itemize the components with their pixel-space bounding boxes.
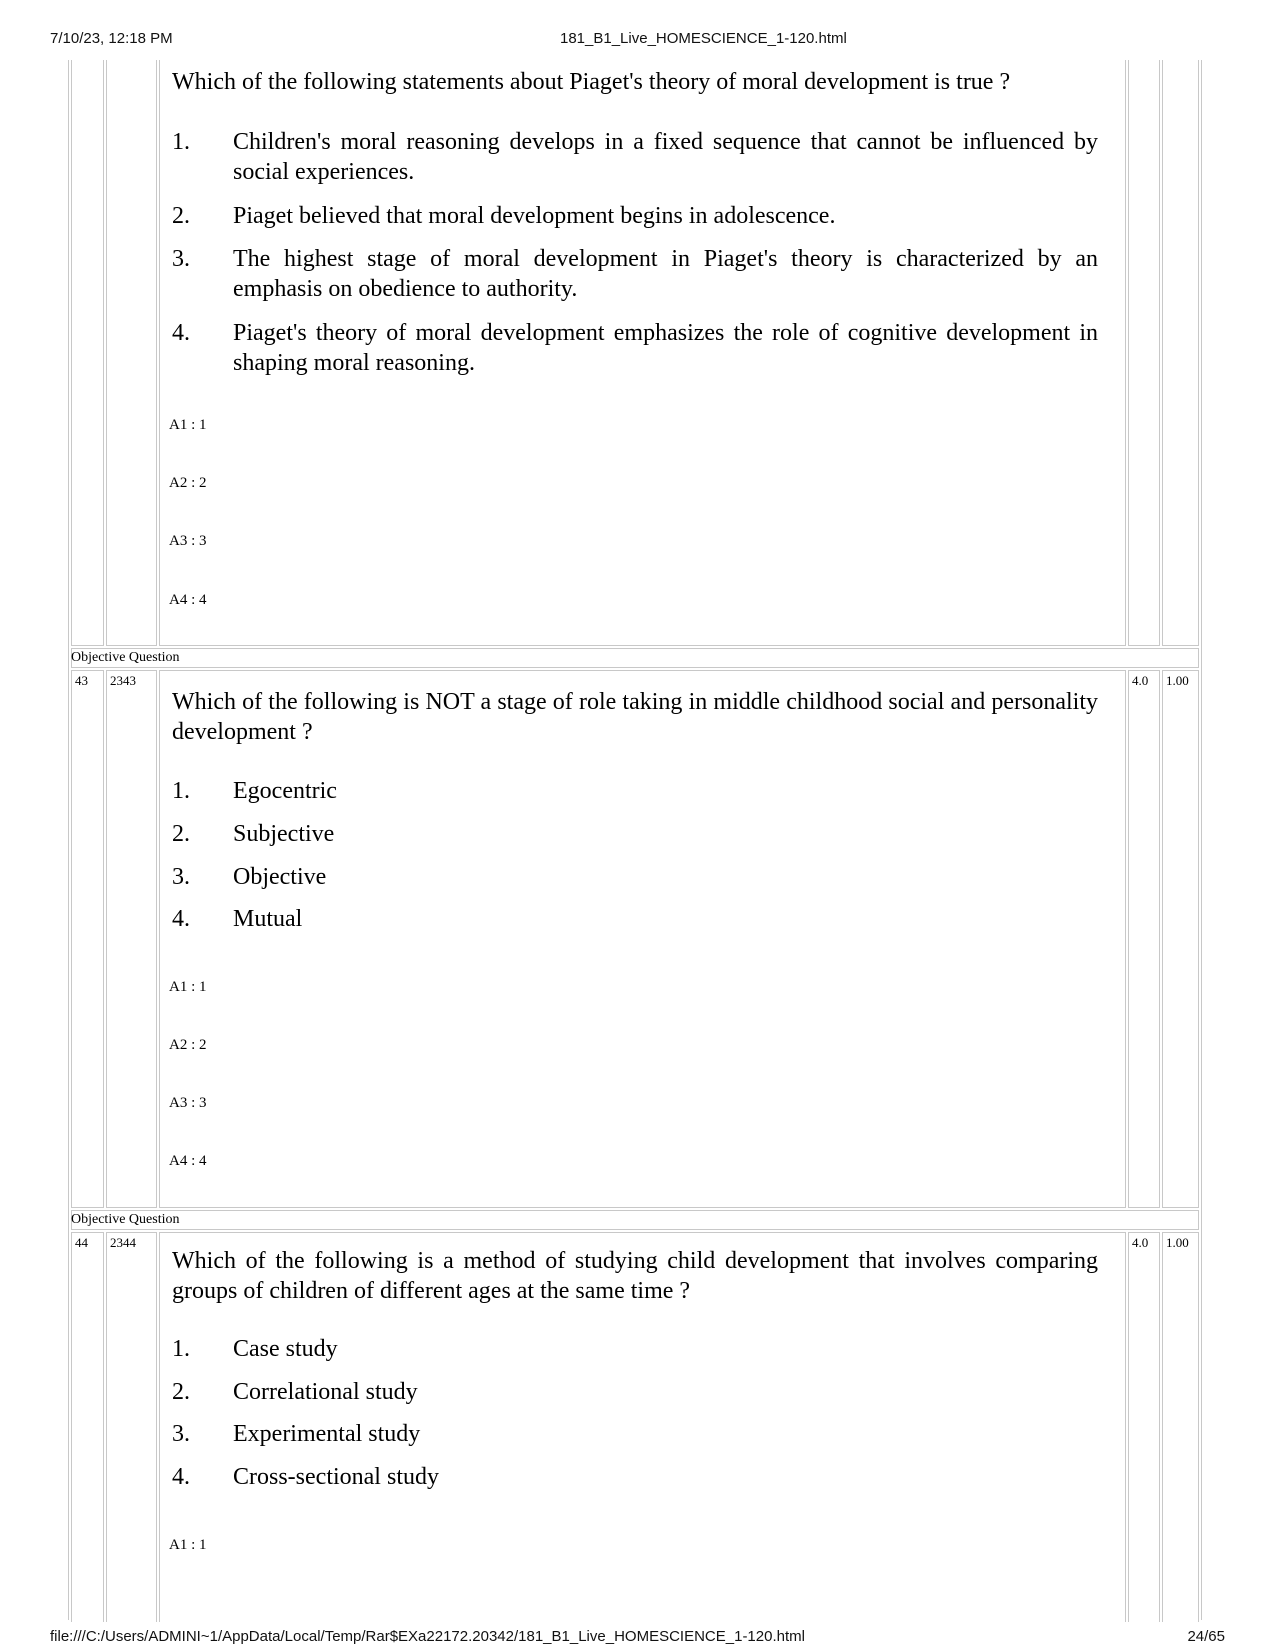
- option-text: Objective: [233, 864, 327, 890]
- q42-answer-1: A1 : 1: [169, 417, 207, 433]
- print-file-path: file:///C:/Users/ADMINI~1/AppData/Local/Temp/Rar$EXa22172.20342/181_B1_Live_HOMESCIENCE_1-120.html: [50, 1628, 805, 1645]
- option-number: 2.: [172, 1379, 190, 1405]
- option-number: 3.: [172, 1421, 190, 1447]
- q43-negative-marks: 1.00: [1166, 673, 1189, 688]
- q43-sno-cell: [71, 670, 104, 1208]
- option-text: Children's moral reasoning develops in a fixed sequence that cannot be influenced by social experiences.: [233, 129, 1098, 185]
- q43-type-label: Objective Question: [71, 650, 180, 665]
- option-number: 1.: [172, 1336, 190, 1362]
- q44-sno-cell: [71, 1232, 104, 1622]
- option-number: 2.: [172, 203, 190, 229]
- q44-type-band: [71, 1210, 1199, 1230]
- q44-negative-marks: 1.00: [1166, 1235, 1189, 1250]
- q44-type-label: Objective Question: [71, 1212, 180, 1227]
- q42-qid-cell: [106, 60, 157, 646]
- q42-marks-cell: [1128, 60, 1160, 646]
- option-number: 4.: [172, 320, 190, 346]
- q42-sno-cell: [71, 60, 104, 646]
- q42-question-text: Which of the following statements about Piaget's theory of moral development is true ?: [172, 69, 1011, 95]
- q43-qid-cell: [106, 670, 157, 1208]
- q43-marks-cell: [1128, 670, 1160, 1208]
- option-text: Mutual: [233, 906, 303, 932]
- print-datetime: 7/10/23, 12:18 PM: [50, 30, 173, 47]
- option-number: 4.: [172, 906, 190, 932]
- table-border-right: [1201, 60, 1202, 1620]
- table-border-left: [68, 60, 69, 1620]
- q43-question-id: 2343: [110, 673, 136, 688]
- q42-answer-3: A3 : 3: [169, 533, 207, 549]
- option-text: The highest stage of moral development in Piaget's theory is characterized by an emphasis on obedience to authority.: [233, 246, 1098, 302]
- option-number: 1.: [172, 129, 190, 155]
- q42-answer-4: A4 : 4: [169, 592, 207, 608]
- print-file-title: 181_B1_Live_HOMESCIENCE_1-120.html: [560, 30, 847, 47]
- q44-qid-cell: [106, 1232, 157, 1622]
- q43-type-band: [71, 648, 1199, 668]
- option-text: Correlational study: [233, 1379, 418, 1405]
- option-text: Case study: [233, 1336, 338, 1362]
- print-page-number: 24/65: [1187, 1628, 1225, 1645]
- q44-marks-cell: [1128, 1232, 1160, 1622]
- q42-answer-2: A2 : 2: [169, 475, 207, 491]
- option-text: Cross-sectional study: [233, 1464, 439, 1490]
- option-number: 1.: [172, 778, 190, 804]
- q44-question-id: 2344: [110, 1235, 136, 1250]
- option-number: 4.: [172, 1464, 190, 1490]
- q43-answer-1: A1 : 1: [169, 979, 207, 995]
- q44-serial-number: 44: [75, 1235, 88, 1250]
- q43-answer-2: A2 : 2: [169, 1037, 207, 1053]
- q42-negative-cell: [1162, 60, 1199, 646]
- q43-question-cell: [159, 670, 1126, 1208]
- option-number: 3.: [172, 864, 190, 890]
- option-text: Egocentric: [233, 778, 337, 804]
- q43-answer-4: A4 : 4: [169, 1153, 207, 1169]
- q44-answer-1: A1 : 1: [169, 1537, 207, 1553]
- option-text: Subjective: [233, 821, 335, 847]
- q44-marks: 4.0: [1132, 1235, 1149, 1250]
- q43-serial-number: 43: [75, 673, 88, 688]
- option-text: Piaget believed that moral development begins in adolescence.: [233, 203, 836, 229]
- option-text: Experimental study: [233, 1421, 421, 1447]
- q44-question-text: Which of the following is a method of studying child development that involves comparing groups of children of different ages at the same time ?: [172, 1248, 1098, 1304]
- option-text: Piaget's theory of moral development emphasizes the role of cognitive development in shaping moral reasoning.: [233, 320, 1098, 376]
- q43-negative-cell: [1162, 670, 1199, 1208]
- q43-answer-3: A3 : 3: [169, 1095, 207, 1111]
- option-number: 3.: [172, 246, 190, 272]
- option-number: 2.: [172, 821, 190, 847]
- q44-negative-cell: [1162, 1232, 1199, 1622]
- q43-marks: 4.0: [1132, 673, 1149, 688]
- q43-question-text: Which of the following is NOT a stage of role taking in middle childhood social and personality development ?: [172, 689, 1098, 745]
